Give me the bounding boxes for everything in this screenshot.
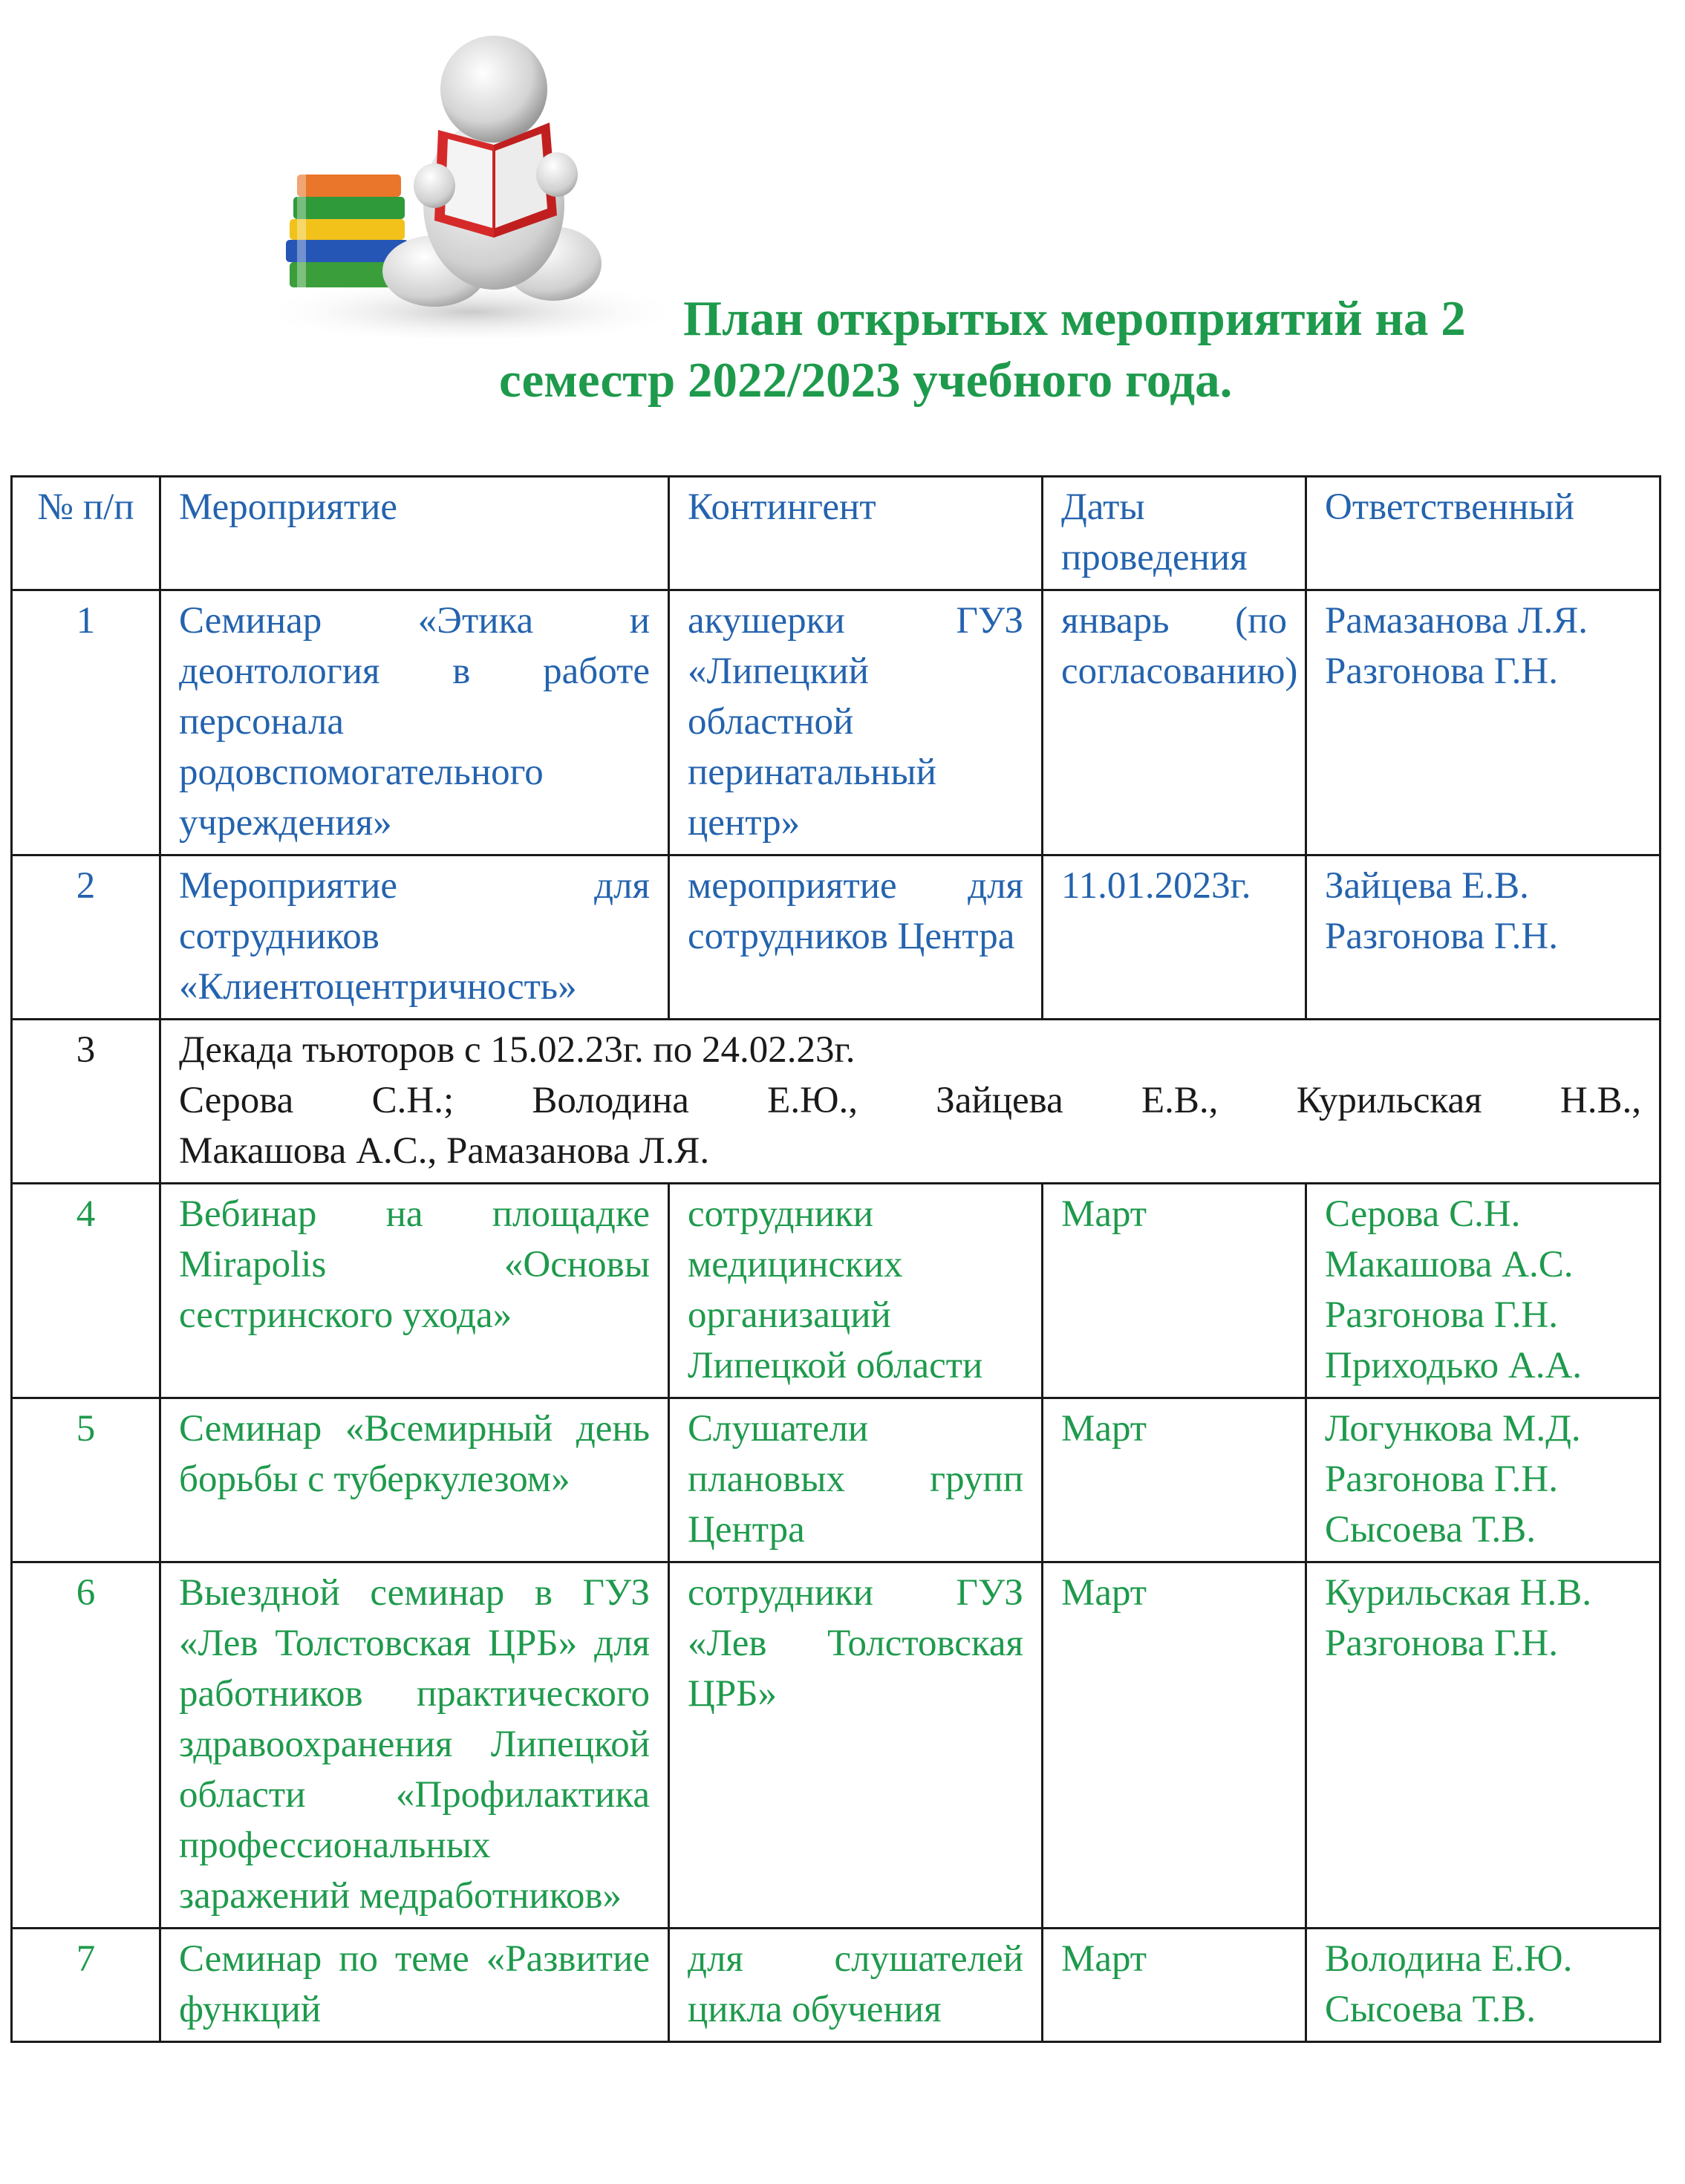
tutor-decade-title: Декада тьюторов с 15.02.23г. по 24.02.23г.	[179, 1029, 855, 1071]
tutor-decade-persons: Макашова А.С., Рамазанова Л.Я.	[179, 1130, 710, 1172]
header-contingent: Контингент	[669, 477, 1043, 590]
responsible-person: Разгонова Г.Н.	[1325, 1458, 1558, 1500]
table-row	[12, 1184, 1660, 1398]
event-cell: Мероприятие для сотрудников «Клиентоцентричность»	[160, 855, 669, 1020]
responsible-person: Макашова А.С.	[1325, 1244, 1574, 1285]
table-header-row	[12, 477, 1660, 590]
contingent-cell: мероприятие для сотрудников Центра	[669, 855, 1043, 1020]
dates-cell: Март	[1043, 1929, 1306, 2042]
row-number: 7	[12, 1929, 160, 2042]
contingent-cell: сотрудники ГУЗ «Лев Толстовская ЦРБ»	[669, 1562, 1043, 1929]
events-plan-table	[10, 475, 1661, 2043]
dates-cell: Март	[1043, 1184, 1306, 1398]
responsible-cell	[1306, 855, 1660, 1020]
row-number: 1	[12, 590, 160, 855]
responsible-person: Серова С.Н.	[1325, 1193, 1521, 1235]
tutor-decade-persons: Серова С.Н.; Володина Е.Ю., Зайцева Е.В., Курильская Н.В.,	[179, 1080, 1641, 1121]
title-line-2: семестр 2022/2023 учебного года.	[499, 353, 1233, 408]
tutor-decade-cell	[160, 1020, 1660, 1184]
row-number: 6	[12, 1562, 160, 1929]
table-row	[12, 855, 1660, 1020]
dates-cell: Март	[1043, 1398, 1306, 1562]
dates-cell: январь (по согласованию)	[1043, 590, 1306, 855]
responsible-cell	[1306, 1929, 1660, 2042]
responsible-cell	[1306, 1184, 1660, 1398]
event-cell: Вебинар на площадке Mirapolis «Основы сестринского ухода»	[160, 1184, 669, 1398]
table-row	[12, 1398, 1660, 1562]
responsible-person: Разгонова Г.Н.	[1325, 651, 1558, 692]
responsible-person: Разгонова Г.Н.	[1325, 916, 1558, 957]
contingent-cell: Слушатели плановых групп Центра	[669, 1398, 1043, 1562]
dates-cell: Март	[1043, 1562, 1306, 1929]
table-row	[12, 590, 1660, 855]
responsible-person: Разгонова Г.Н.	[1325, 1623, 1558, 1664]
header-event: Мероприятие	[160, 477, 669, 590]
responsible-person: Разгонова Г.Н.	[1325, 1294, 1558, 1336]
responsible-cell	[1306, 1562, 1660, 1929]
row-number: 4	[12, 1184, 160, 1398]
row-number: 2	[12, 855, 160, 1020]
header-responsible: Ответственный	[1306, 477, 1660, 590]
responsible-person: Курильская Н.В.	[1325, 1572, 1592, 1614]
responsible-person: Рамазанова Л.Я.	[1325, 600, 1588, 642]
event-cell: Семинар по теме «Развитие функций	[160, 1929, 669, 2042]
contingent-cell: акушерки ГУЗ «Липецкий областной перинатальный центр»	[669, 590, 1043, 855]
header-dates: Даты проведения	[1043, 477, 1306, 590]
row-number: 3	[12, 1020, 160, 1184]
responsible-person: Логункова М.Д.	[1325, 1408, 1581, 1450]
responsible-cell	[1306, 1398, 1660, 1562]
event-cell: Семинар «Всемирный день борьбы с туберкулезом»	[160, 1398, 669, 1562]
person-reading-book-with-books-stack-icon	[256, 26, 687, 338]
header-number: № п/п	[12, 477, 160, 590]
event-cell: Семинар «Этика и деонтология в работе персонала родовспомогательного учреждения»	[160, 590, 669, 855]
table-row	[12, 1020, 1660, 1184]
dates-cell: 11.01.2023г.	[1043, 855, 1306, 1020]
responsible-cell	[1306, 590, 1660, 855]
table-row	[12, 1562, 1660, 1929]
contingent-cell: сотрудники медицинских организаций Липецкой области	[669, 1184, 1043, 1398]
table-row	[12, 1929, 1660, 2042]
responsible-person: Сысоева Т.В.	[1325, 1509, 1536, 1551]
responsible-person: Сысоева Т.В.	[1325, 1989, 1536, 2030]
responsible-person: Володина Е.Ю.	[1325, 1938, 1573, 1980]
event-cell: Выездной семинар в ГУЗ «Лев Толстовская ЦРБ» для работников практического здравоохранения Липецкой области «Профилактика профессиональных заражений медработников»	[160, 1562, 669, 1929]
row-number: 5	[12, 1398, 160, 1562]
responsible-person: Приходько А.А.	[1325, 1345, 1583, 1386]
responsible-person: Зайцева Е.В.	[1325, 865, 1529, 907]
contingent-cell: для слушателей цикла обучения	[669, 1929, 1043, 2042]
title-line-1: План открытых мероприятий на 2	[683, 291, 1466, 346]
